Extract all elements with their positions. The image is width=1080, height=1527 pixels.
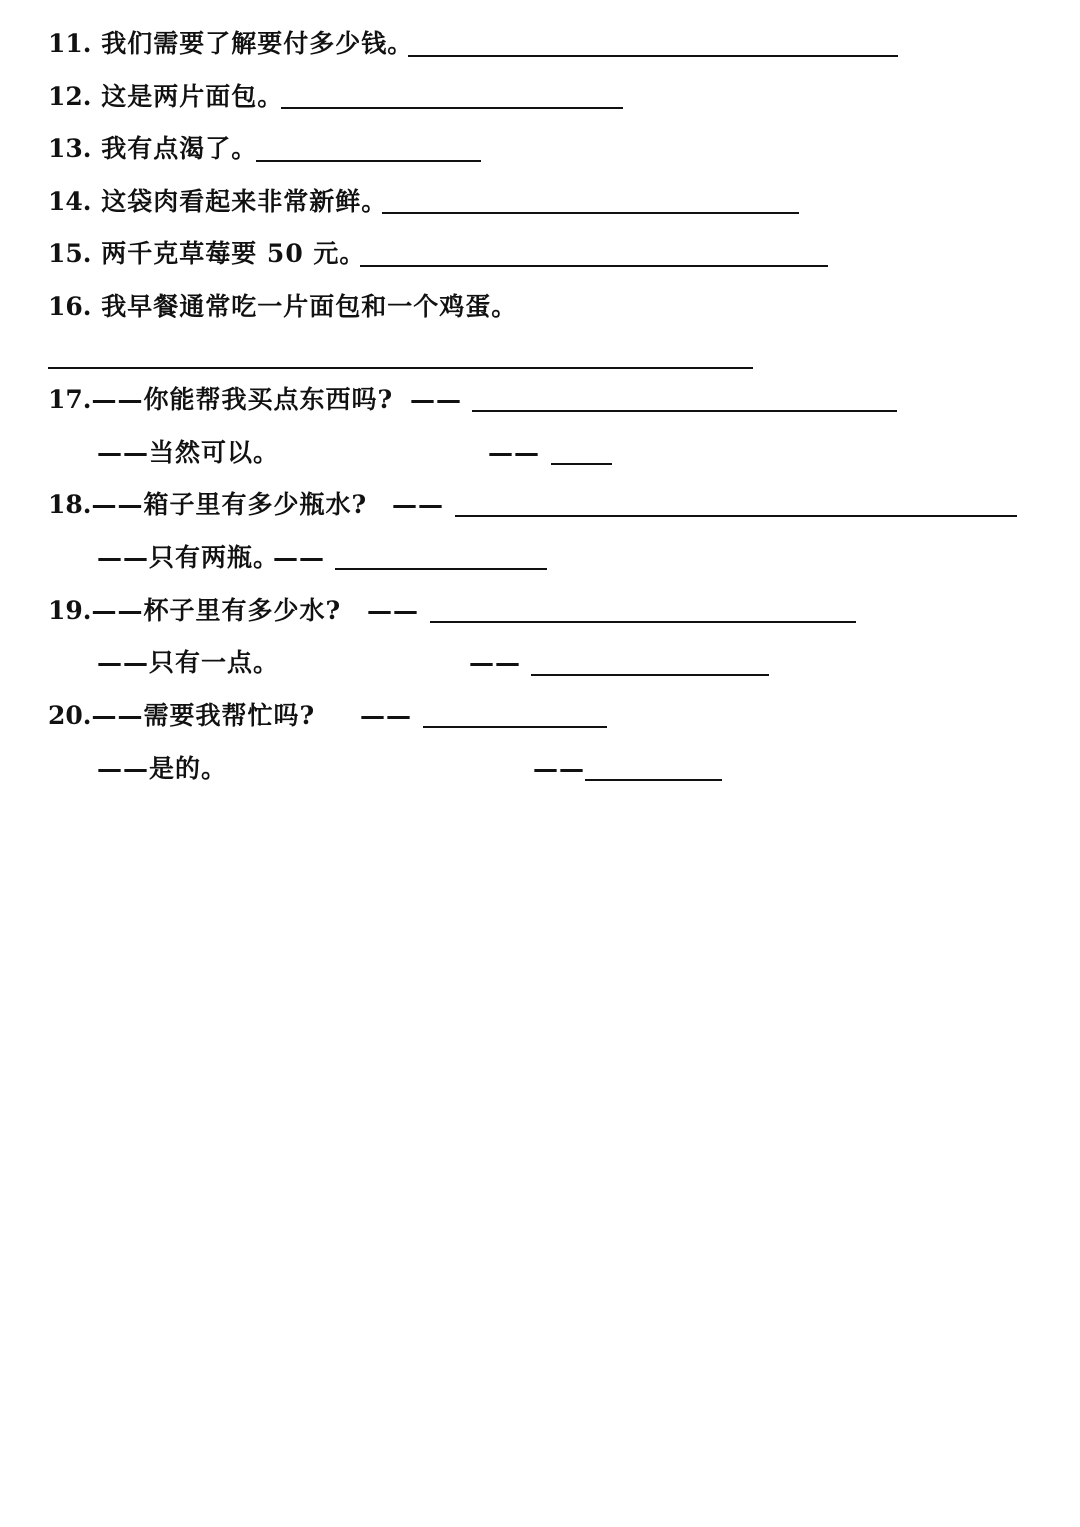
answer-line-11[interactable] (408, 55, 898, 57)
question-14: 14. 这袋肉看起来非常新鲜。 (48, 187, 388, 216)
dash-20a: —— (360, 701, 412, 730)
answer-line-20a[interactable] (423, 726, 607, 728)
answer-line-14[interactable] (382, 212, 799, 214)
answer-line-16[interactable] (48, 367, 753, 369)
reply-20: ——是的。 (97, 754, 228, 783)
answer-line-18a[interactable] (455, 515, 1017, 517)
dash-18a: —— (392, 490, 444, 519)
answer-line-19b[interactable] (531, 674, 769, 676)
question-11: 11. 我们需要了解要付多少钱。 (48, 29, 414, 58)
question-13: 13. 我有点渴了。 (48, 134, 258, 163)
reply-17: ——当然可以。 (97, 438, 280, 467)
reply-18: ——只有两瓶。 (97, 543, 280, 572)
answer-line-20b[interactable] (585, 779, 722, 781)
dash-18b: —— (273, 543, 325, 572)
dash-19b: —— (469, 648, 521, 677)
answer-line-19a[interactable] (430, 621, 856, 623)
dash-17b: —— (488, 438, 540, 467)
dash-20b: —— (533, 754, 585, 783)
reply-19: ——只有一点。 (97, 648, 280, 677)
answer-line-17a[interactable] (472, 410, 897, 412)
answer-line-17b[interactable] (551, 463, 612, 465)
question-18: 18.——箱子里有多少瓶水? (48, 490, 368, 519)
dash-17a: —— (410, 385, 462, 414)
question-17: 17.——你能帮我买点东西吗? (48, 385, 394, 414)
answer-line-13[interactable] (256, 160, 481, 162)
question-12: 12. 这是两片面包。 (48, 82, 284, 111)
question-19: 19.——杯子里有多少水? (48, 596, 342, 625)
answer-line-15[interactable] (360, 265, 828, 267)
question-15: 15. 两千克草莓要 50 元。 (48, 239, 366, 268)
dash-19a: —— (367, 596, 419, 625)
answer-line-18b[interactable] (335, 568, 547, 570)
question-20: 20.——需要我帮忙吗? (48, 701, 316, 730)
answer-line-12[interactable] (281, 107, 623, 109)
question-16: 16. 我早餐通常吃一片面包和一个鸡蛋。 (48, 292, 518, 321)
